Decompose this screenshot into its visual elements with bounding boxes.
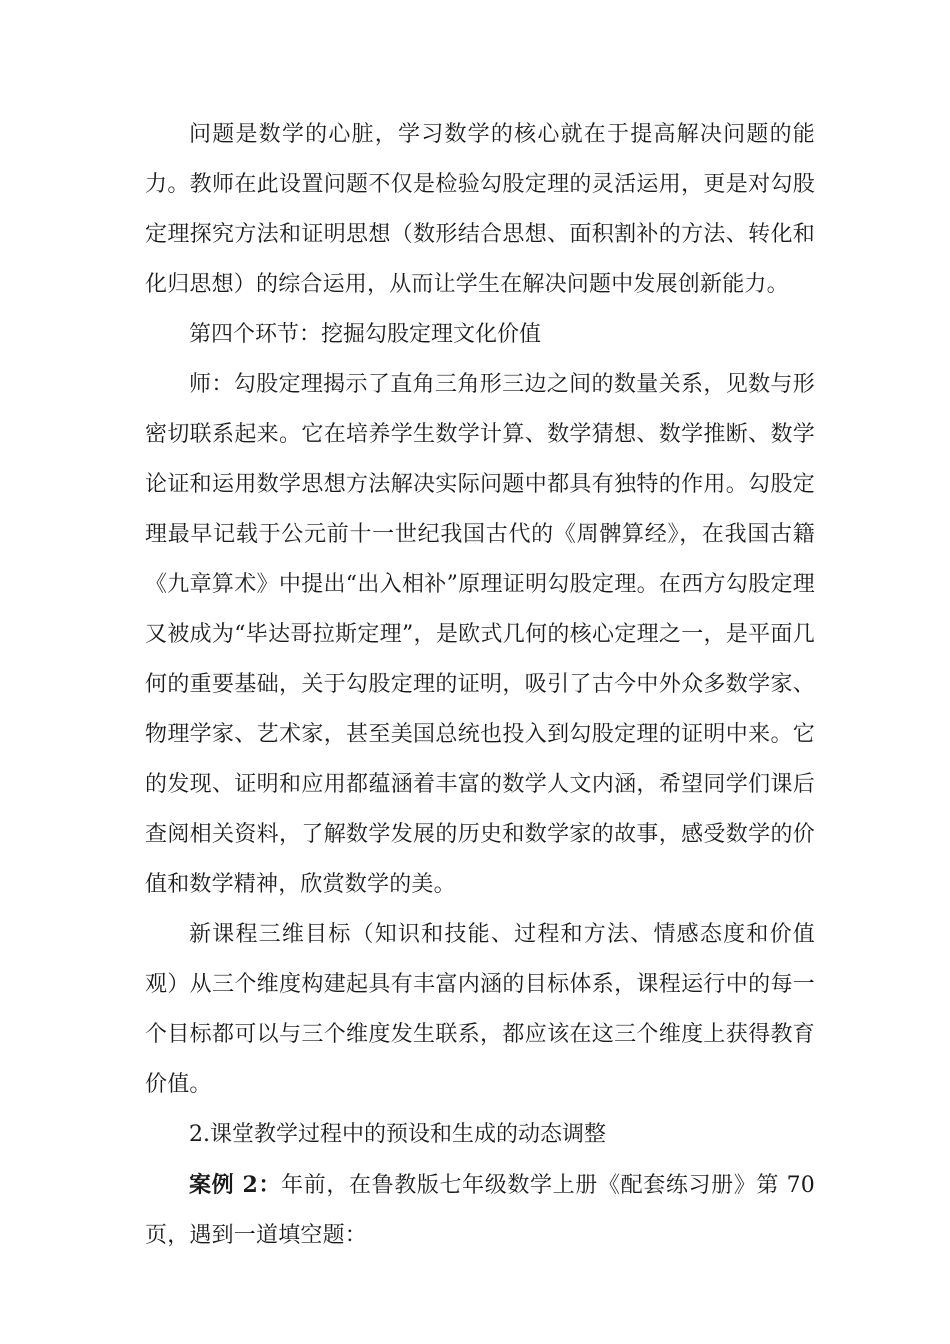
paragraph-problem-solving: 问题是数学的心脏，学习数学的核心就在于提高解决问题的能力。教师在此设置问题不仅是检验勾股定理的灵活运用，更是对勾股定理探究方法和证明思想（数形结合思想、面积割补的方法、转化和化归思想）的综合运用，从而让学生在解决问题中发展创新能力。 (145, 122, 815, 297)
paragraph-case-2 (145, 1160, 815, 1261)
section-heading-dynamic-adjustment: 2.课堂教学过程中的预设和生成的动态调整 (189, 1122, 606, 1147)
case-label: 案例 2： (189, 1172, 282, 1198)
section-heading-fourth-step: 第四个环节：挖掘勾股定理文化价值 (189, 322, 542, 347)
paragraph-three-dimensional-goals: 新课程三维目标（知识和技能、过程和方法、情感态度和价值观）从三个维度构建起具有丰富内涵的目标体系，课程运行中的每一个目标都可以与三个维度发生联系，都应该在这三个维度上获得教育价值。 (145, 922, 815, 1097)
case-text: 年前，在鲁教版七年级数学上册《配套练习册》第 70 页，遇到一道填空题： (145, 1173, 815, 1248)
document-body (145, 110, 815, 1261)
paragraph-teacher-pythagorean-culture: 师：勾股定理揭示了直角三角形三边之间的数量关系，见数与形密切联系起来。它在培养学生数学计算、数学猜想、数学推断、数学论证和运用数学思想方法解决实际问题中都具有独特的作用。勾股定理最早记载于公元前十一世纪我国古代的《周髀算经》，在我国古籍《九章算术》中提出“出入相补”原理证明勾股定理。在西方勾股定理又被成为“毕达哥拉斯定理”，是欧式几何的核心定理之一，是平面几何的重要基础，关于勾股定理的证明，吸引了古今中外众多数学家、物理学家、艺术家，甚至美国总统也投入到勾股定理的证明中来。它的发现、证明和应用都蕴涵着丰富的数学人文内涵，希望同学们课后查阅相关资料，了解数学发展的历史和数学家的故事，感受数学的价值和数学精神，欣赏数学的美。 (145, 372, 815, 897)
